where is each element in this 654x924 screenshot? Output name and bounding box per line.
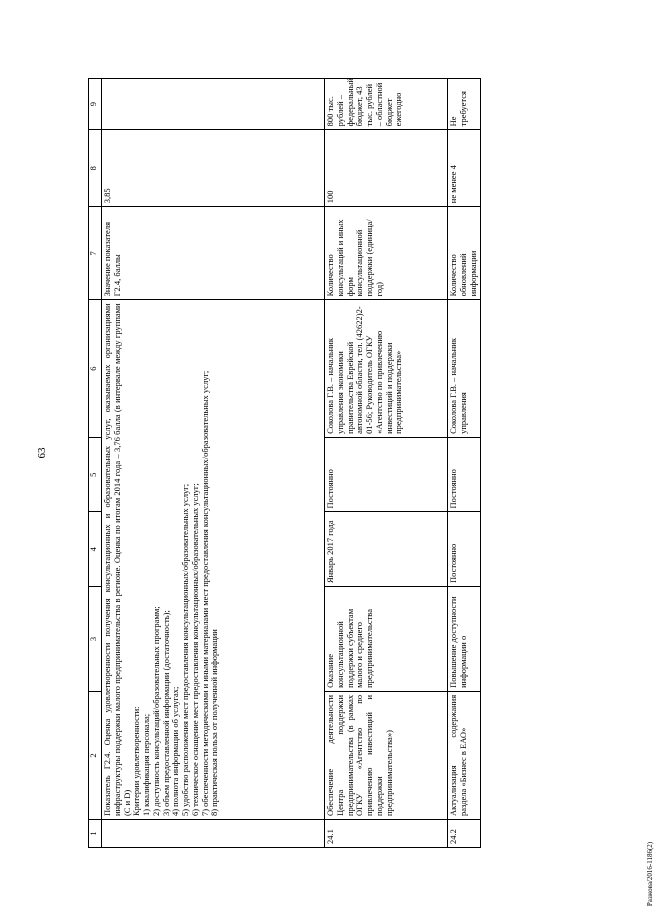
- funding-cell: 800 тыс. рублей – федеральный бюджет, 43 тыс. рублей – областной бюджет ежегодно: [325, 79, 448, 130]
- criterion-item: 5) удобство расположения мест предоставления консультационных/образовательных услуг;: [180, 483, 191, 817]
- action-plan-table: [88, 78, 481, 848]
- event-cell: Актуализация содержания раздела «Бизнес в ЕАО»: [448, 691, 481, 819]
- indicator-value-cell: 3,85: [102, 130, 325, 207]
- row-number-cell: 24.1: [325, 820, 448, 848]
- header-row: [89, 79, 102, 848]
- rotated-table-container: [88, 78, 501, 848]
- column-number: 3: [89, 587, 102, 692]
- table-row: [325, 79, 448, 848]
- indicator-value-cell: не менее 4: [448, 130, 481, 207]
- responsible-cell: Соколова Г.В. – начальник управления экономики правительства Еврейской автономной области, тел. (42622)2-01-56; Руководитель ОГКУ «Агентство по привлечению инвестиций и поддержки предпринимательства»: [325, 300, 448, 437]
- result-cell: Повышение доступности информации о: [448, 587, 481, 692]
- row-number-cell: 24.2: [448, 820, 481, 848]
- indicator-row: [102, 79, 325, 848]
- table-row: [448, 79, 481, 848]
- start-date-cell: Январь 2017 года: [325, 512, 448, 587]
- end-date-cell: Постоянно: [448, 437, 481, 512]
- end-date-cell: Постоянно: [325, 437, 448, 512]
- responsible-cell: Соколова Г.В. – начальник управления: [448, 300, 481, 437]
- start-date-cell: Постоянно: [448, 512, 481, 587]
- result-cell: Оказание консультационной поддержки субъектам малого и среднего предпринимательства: [325, 587, 448, 692]
- column-number: 8: [89, 130, 102, 207]
- funding-cell: [102, 79, 325, 130]
- column-number: 4: [89, 512, 102, 587]
- criterion-item: 2) доступность консультаций/образовательных программ;: [150, 606, 161, 817]
- column-number: 7: [89, 207, 102, 300]
- page-number: 63: [36, 447, 48, 459]
- criterion-item: 1) квалификация персонала;: [141, 713, 152, 817]
- event-cell: Обеспечение деятельности Центра поддержки предпринимательства (в рамках ОГКУ «Агентство по привлечению инвестиций и поддержки предпринимательства»): [325, 691, 448, 819]
- column-number: 9: [89, 79, 102, 130]
- indicator-description: [102, 300, 325, 820]
- criterion-item: 8) практическая польза от полученной информации: [209, 629, 220, 817]
- empty-cell: [102, 820, 325, 848]
- indicator-value-cell: 100: [325, 130, 448, 207]
- column-number: 6: [89, 300, 102, 437]
- column-number: 5: [89, 437, 102, 512]
- indicator-name-cell: Количество консультаций и иных форм консультационной поддержки (единица/год): [325, 207, 448, 300]
- column-number: 1: [89, 820, 102, 848]
- criterion-item: 3) объем предоставленной информации (достаточность);: [160, 610, 171, 817]
- funding-cell: Не требуется: [448, 79, 481, 130]
- criterion-item: 7) обеспеченности методическими и иными материалами мест предоставления консультационных/образовательных услуг;: [199, 370, 210, 817]
- criteria-title: Критерии удовлетворенности:: [131, 706, 142, 817]
- indicator-title: Показатель Г2.4. Оценка удовлетворенности получения консультационных и образовательных услуг, оказываемых организациями инфраструктуры поддержки малого предпринимательства в регионе. Оценка по итогам 2014 года – 3,76 балла (в интервале между группами (С и D): [102, 303, 132, 817]
- criterion-item: 4) полнота информации об услугах;: [170, 686, 181, 817]
- criterion-item: 6) техническое оснащение мест предоставления консультационных/образовательных услуг;: [189, 483, 200, 817]
- document-code: Разжова/2016-1186(2): [646, 841, 654, 907]
- column-number: 2: [89, 691, 102, 819]
- indicator-name-cell: Значение показателя Г2.4, баллы: [102, 207, 325, 300]
- indicator-name-cell: Количество обновлений информации: [448, 207, 481, 300]
